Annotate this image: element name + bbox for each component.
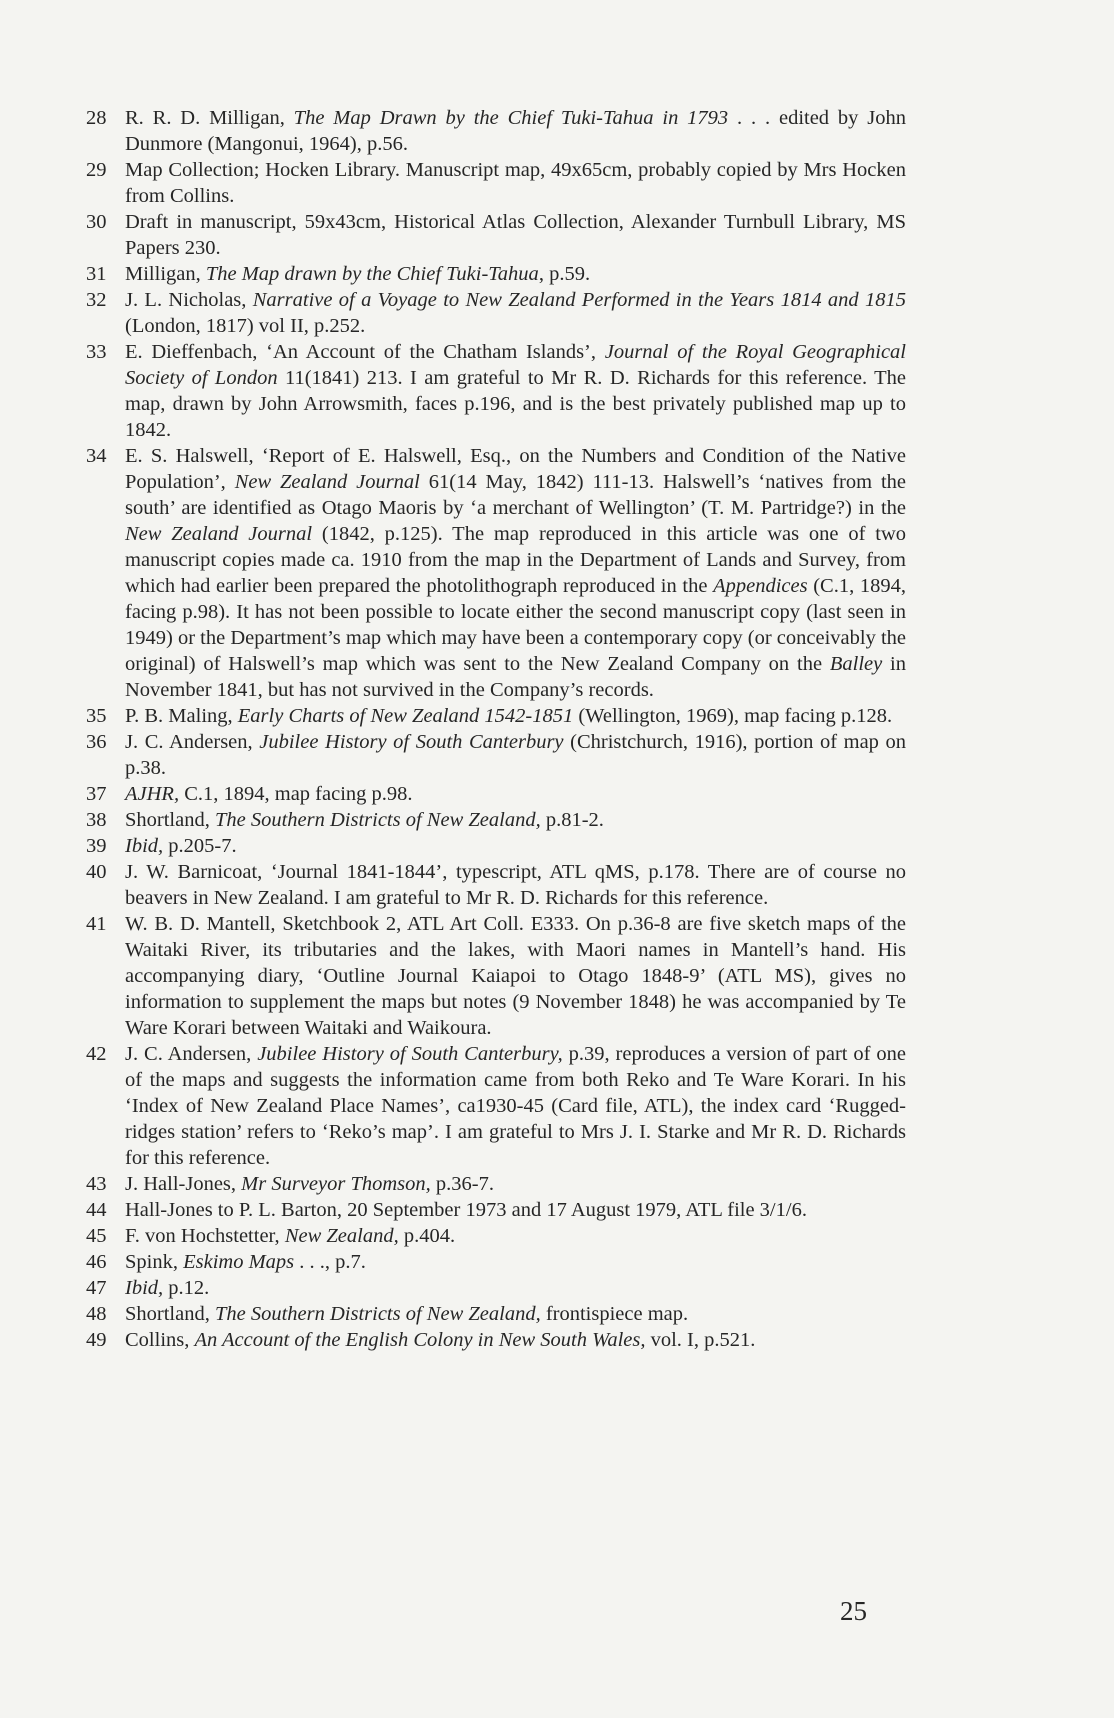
endnote-item [86,1171,906,1197]
endnote-item [86,261,906,287]
endnote-number: 43 [86,1173,107,1195]
endnote-item [86,833,906,859]
endnote-text [125,729,906,781]
endnote-item [86,443,906,703]
endnote-text [125,1197,906,1223]
endnote-title-italic: Journal of the Royal Geographical Society of London [125,341,906,389]
endnote-text-segment: F. von Hochstetter, [125,1225,285,1247]
endnote-item [86,729,906,781]
endnote-title-italic: The Map Drawn by the Chief Tuki-Tahua in 1793 [293,107,729,129]
endnote-number: 35 [86,705,107,727]
endnote-text-segment: Map Collection; Hocken Library. Manuscript map, 49x65cm, probably copied by Mrs Hocken from Collins. [125,159,906,207]
endnote-item [86,209,906,261]
endnote-number: 44 [86,1199,107,1221]
endnote-item [86,105,906,157]
endnote-item [86,807,906,833]
endnote-number: 36 [86,731,107,753]
endnote-item [86,911,906,1041]
endnote-number: 29 [86,159,107,181]
endnote-number: 40 [86,861,107,883]
endnote-title-italic: The Southern Districts of New Zealand, [214,1303,541,1325]
endnote-text-segment: p.39, reproduces a version of part of one of the maps and suggests the information came from both Reko and Te Ware Korari. In his ‘Index of New Zealand Place Names’, ca1930-45 (Card file, ATL), the index card ‘Rugged-ridges station’ refers to ‘Reko’s map’. I am grateful to Mrs J. I. Starke and Mr R. D. Richards for this reference. [125,1043,907,1169]
endnote-text-segment: vol. I, p.521. [645,1329,756,1351]
endnote-text-segment: (C.1, 1894, facing p.98). It has not been possible to locate either the second manuscript copy (last seen in 1949) or the Department’s map which may have been a contemporary copy (or conceivably the original) of Halswell’s map which was sent to the New Zealand Company on the [125,575,906,675]
endnote-text-segment: Spink, [125,1251,184,1273]
endnote-text [125,1275,906,1301]
endnote-text-segment: , p.59. [538,263,591,285]
endnote-number: 42 [86,1043,107,1065]
endnote-text-segment: p.81-2. [540,809,604,831]
endnote-text [125,339,906,443]
endnote-text-segment: Hall-Jones to P. L. Barton, 20 September 1973 and 17 August 1979, ATL file 3/1/6. [125,1199,807,1221]
endnote-text-segment: Shortland, [125,809,215,831]
endnote-text [125,209,906,261]
endnote-title-italic: Appendices [713,575,808,597]
endnote-text-segment: J. Hall-Jones, [125,1173,242,1195]
page-number: 25 [840,1596,867,1626]
endnote-number: 46 [86,1251,107,1273]
endnote-text-segment: Shortland, [125,1303,215,1325]
endnote-text [125,833,906,859]
endnote-text-segment: W. B. D. Mantell, Sketchbook 2, ATL Art Coll. E333. On p.36-8 are five sketch maps of the Waitaki River, its tributaries and the lakes, with Maori names in Mantell’s hand. His accompanying diary, ‘Outline Journal Kaiapoi to Otago 1848-9’ (ATL MS), gives no information to supplement the maps but notes (9 November 1848) he was accompanied by Te Ware Korari between Waitaki and Waikoura. [125,913,906,1039]
endnote-title-italic: Early Charts of New Zealand 1542-1851 [237,705,574,727]
endnote-number: 47 [86,1277,107,1299]
endnote-title-italic: New Zealand Journal [234,471,420,493]
endnote-text-segment: E. Dieffenbach, ‘An Account of the Chatham Islands’, [125,341,605,363]
endnote-number: 31 [86,263,107,285]
endnote-item [86,1275,906,1301]
endnote-text-segment: 61(14 May, 1842) 111-13. Halswell’s ‘natives from the south’ are identified as Otago Maoris by ‘a merchant of Wellington’ (T. M. Partridge?) in the [125,471,906,519]
endnote-item [86,1327,906,1353]
endnote-item [86,1041,906,1171]
endnote-text [125,1301,906,1327]
endnote-item [86,1197,906,1223]
endnote-item [86,781,906,807]
endnotes-list [86,105,906,1353]
endnote-text-segment: . . . edited by John Dunmore (Mangonui, 1964), p.56. [125,107,906,155]
endnote-text-segment: Draft in manuscript, 59x43cm, Historical Atlas Collection, Alexander Turnbull Library, MS Papers 230. [125,211,906,259]
endnote-text-segment: C.1, 1894, map facing p.98. [179,783,413,805]
endnote-title-italic: The Southern Districts of New Zealand, [214,809,541,831]
endnote-text [125,443,906,703]
endnote-text [125,1249,906,1275]
endnote-number: 38 [86,809,107,831]
endnote-text [125,157,906,209]
endnote-item [86,859,906,911]
endnote-number: 49 [86,1329,107,1351]
endnote-text-segment: E. S. Halswell, ‘Report of E. Halswell, Esq., on the Numbers and Condition of the Native Population’, [125,445,906,493]
endnote-number: 39 [86,835,107,857]
endnote-text [125,1171,906,1197]
endnote-text-segment: p.12. [163,1277,210,1299]
endnote-text-segment: J. C. Andersen, [125,1043,258,1065]
endnote-item [86,287,906,339]
endnote-text [125,105,906,157]
endnote-number: 32 [86,289,107,311]
endnote-title-italic: An Account of the English Colony in New South Wales, [194,1329,646,1351]
endnote-text-segment: J. W. Barnicoat, ‘Journal 1841-1844’, typescript, ATL qMS, p.178. There are of course no beavers in New Zealand. I am grateful to Mr R. D. Richards for this reference. [125,861,906,909]
endnote-number: 28 [86,107,107,129]
endnote-text [125,1041,906,1171]
endnote-text [125,781,906,807]
endnote-title-italic: Eskimo Maps [183,1251,295,1273]
endnote-title-italic: New Zealand, [284,1225,399,1247]
endnote-title-italic: Narrative of a Voyage to New Zealand Performed in the Years 1814 and 1815 [252,289,907,311]
endnote-title-italic: AJHR, [125,783,180,805]
endnote-item [86,157,906,209]
endnote-item [86,1301,906,1327]
endnote-title-italic: Jubilee History of South Canterbury, [257,1043,563,1065]
endnote-item [86,339,906,443]
endnote-text [125,911,906,1041]
endnote-text [125,703,906,729]
endnote-title-italic: The Map drawn by the Chief Tuki-Tahua [205,263,539,285]
endnote-text [125,1327,906,1353]
endnote-text-segment: . . ., p.7. [294,1251,366,1273]
endnote-text-segment: p.36-7. [430,1173,494,1195]
endnote-number: 34 [86,445,107,467]
endnote-text-segment: p.404. [398,1225,456,1247]
endnote-number: 33 [86,341,107,363]
endnote-text [125,859,906,911]
endnote-number: 45 [86,1225,107,1247]
endnote-text-segment: Collins, [125,1329,195,1351]
endnote-number: 30 [86,211,107,233]
endnote-text-segment: J. C. Andersen, [125,731,260,753]
endnote-text-segment: 11(1841) 213. I am grateful to Mr R. D. Richards for this reference. The map, drawn by John Arrowsmith, faces p.196, and is the best privately published map up to 1842. [125,367,906,441]
endnote-item [86,1249,906,1275]
endnote-text-segment: (London, 1817) vol II, p.252. [125,315,366,337]
endnote-text-segment: (Christchurch, 1916), portion of map on p.38. [125,731,907,779]
endnote-title-italic: New Zealand Journal [125,523,313,545]
endnote-title-italic: Ibid, [125,835,164,857]
endnote-title-italic: Jubilee History of South Canterbury [259,731,564,753]
endnote-text [125,807,906,833]
endnote-number: 41 [86,913,107,935]
endnote-text [125,287,906,339]
endnote-text-segment: in November 1841, but has not survived in the Company’s records. [125,653,906,701]
endnote-text-segment: P. B. Maling, [125,705,238,727]
endnote-text-segment: p.205-7. [163,835,237,857]
endnote-title-italic: Ibid, [125,1277,164,1299]
endnote-text [125,261,906,287]
endnote-title-italic: Balley [829,653,883,675]
endnote-text-segment: J. L. Nicholas, [125,289,253,311]
endnote-text-segment: frontispiece map. [540,1303,689,1325]
endnote-title-italic: Mr Surveyor Thomson, [241,1173,431,1195]
endnote-number: 48 [86,1303,107,1325]
endnote-number: 37 [86,783,107,805]
endnote-text [125,1223,906,1249]
endnote-item [86,703,906,729]
endnote-text-segment: R. R. D. Milligan, [125,107,294,129]
endnote-item [86,1223,906,1249]
endnote-text-segment: (1842, p.125). The map reproduced in this article was one of two manuscript copies made ca. 1910 from the map in the Department of Lands and Survey, from which had earlier been prepared the photolithograph reproduced in the [125,523,906,597]
endnote-text-segment: Milligan, [125,263,206,285]
endnote-text-segment: (Wellington, 1969), map facing p.128. [573,705,893,727]
